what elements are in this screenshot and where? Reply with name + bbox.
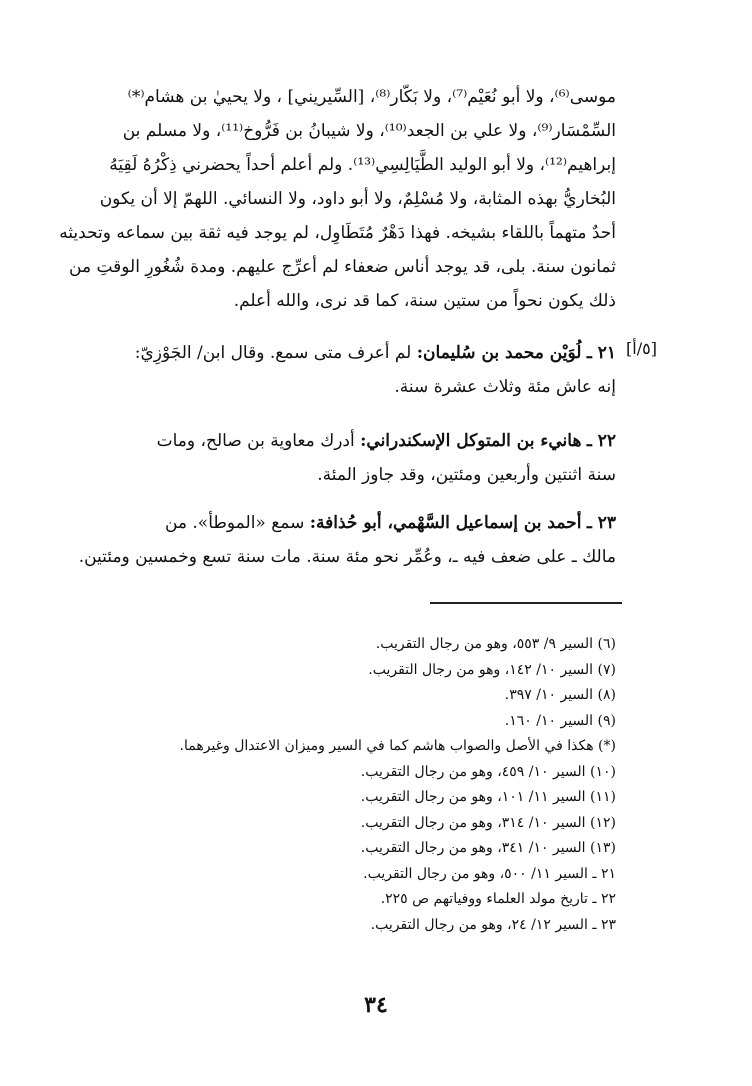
intro-line: ثمانون سنة. بلى، قد يوجد أناس ضعفاء لم أعرِّج عليهم. ومدة شُغُورِ الوقتِ من <box>69 257 616 277</box>
entry-first-line <box>40 506 616 540</box>
footnote: (*) هكذا في الأصل والصواب هاشم كما في السير وميزان الاعتدال وغيرهما. <box>179 738 616 754</box>
biography-entry <box>40 336 616 404</box>
footnote: (١٣) السير ١٠/ ٣٤١، وهو من رجال التقريب. <box>360 840 616 856</box>
intro-line: موسى⁽⁶⁾، ولا أبو نُعَيْم⁽⁷⁾، ولا بَكّار⁽⁸⁾، [السِّيريني] ، ولا يحييٰ بن هشام⁽*⁾ <box>127 87 616 107</box>
footnote: (٩) السير ١٠/ ١٦٠. <box>504 712 616 729</box>
entry-name: لُوَيْن محمد بن سُليمان: <box>416 343 582 363</box>
footnote: (٧) السير ١٠/ ١٤٢، وهو من رجال التقريب. <box>368 661 616 678</box>
entry-text: سمع «الموطأ». من <box>164 513 305 533</box>
footnote: ٢١ ـ السير ١١/ ٥٠٠، وهو من رجال التقريب. <box>363 865 616 882</box>
intro-line: إبراهيم⁽¹²⁾، ولا أبو الوليد الطَّيَالِسِي⁽¹³⁾. ولم أعلم أحداً يحضرني ذِكْرُهُ لَقِيَهُ <box>109 155 616 175</box>
entry-number: ٢١ ـ <box>586 343 616 363</box>
biography-entry <box>40 506 616 574</box>
intro-line: أحدٌ متهماً باللقاء بشيخه. فهذا دَهْرٌ مُتَطَاوِل، لم يوجد فيه ثقة بين سماعه وتحديثه <box>59 223 616 243</box>
footnote: (٦) السير ٩/ ٥٥٣، وهو من رجال التقريب. <box>375 636 616 652</box>
footnote: ٢٣ ـ السير ١٢/ ٢٤، وهو من رجال التقريب. <box>370 916 616 933</box>
entry-number: ٢٣ ـ <box>586 513 616 533</box>
entry-name: هانيء بن المتوكل الإسكندراني: <box>360 431 582 451</box>
page-number: ٣٤ <box>364 992 388 1018</box>
intro-line: السِّمْسَار⁽⁹⁾، ولا علي بن الجعد⁽¹⁰⁾، ولا شيبانُ بن فَرُّوخ⁽¹¹⁾، ولا مسلم بن <box>122 121 616 141</box>
footnote: (١١) السير ١١/ ١٠١، وهو من رجال التقريب. <box>360 789 616 805</box>
footnote: (٨) السير ١٠/ ٣٩٧. <box>504 687 616 703</box>
entry-first-line <box>40 424 616 458</box>
entry-number: ٢٢ ـ <box>586 431 616 451</box>
footnote: ٢٢ ـ تاريخ مولد العلماء ووفياتهم ص ٢٢٥. <box>380 891 616 907</box>
entry-text: أدرك معاوية بن صالح، ومات <box>156 431 355 451</box>
biography-entry <box>40 424 616 492</box>
entry-name: أحمد بن إسماعيل السَّهْمي، أبو حُذافة: <box>309 513 582 533</box>
intro-line: البُخاريُّ بهذه المثابة، ولا مُسْلِمٌ، ولا أبو داود، ولا النسائي. اللهمّ إلا أن يكون <box>99 189 616 209</box>
entry-second-line: سنة اثنتين وأربعين ومئتين، وقد جاوز المئة. <box>317 465 616 485</box>
entry-text: لم أعرف متى سمع. وقال ابن/ الجَوْزِيّ: <box>134 343 412 363</box>
intro-line: ذلك يكون نحواً من ستين سنة، كما قد نرى، والله أعلم. <box>233 291 616 311</box>
entry-second-line: إنه عاش مئة وثلاث عشرة سنة. <box>394 377 616 397</box>
marginal-folio-reference: [٥/أ] <box>626 339 657 358</box>
entry-first-line <box>40 336 616 370</box>
footnote: (١٠) السير ١٠/ ٤٥٩، وهو من رجال التقريب. <box>360 763 616 780</box>
intro-paragraph <box>40 80 616 318</box>
footnote-separator <box>430 602 622 604</box>
footnote: (١٢) السير ١٠/ ٣١٤، وهو من رجال التقريب. <box>360 814 616 831</box>
entry-second-line: مالك ـ على ضعف فيه ـ، وعُمِّر نحو مئة سنة. مات سنة تسع وخمسين ومئتين. <box>78 547 616 567</box>
footnotes <box>40 632 616 938</box>
